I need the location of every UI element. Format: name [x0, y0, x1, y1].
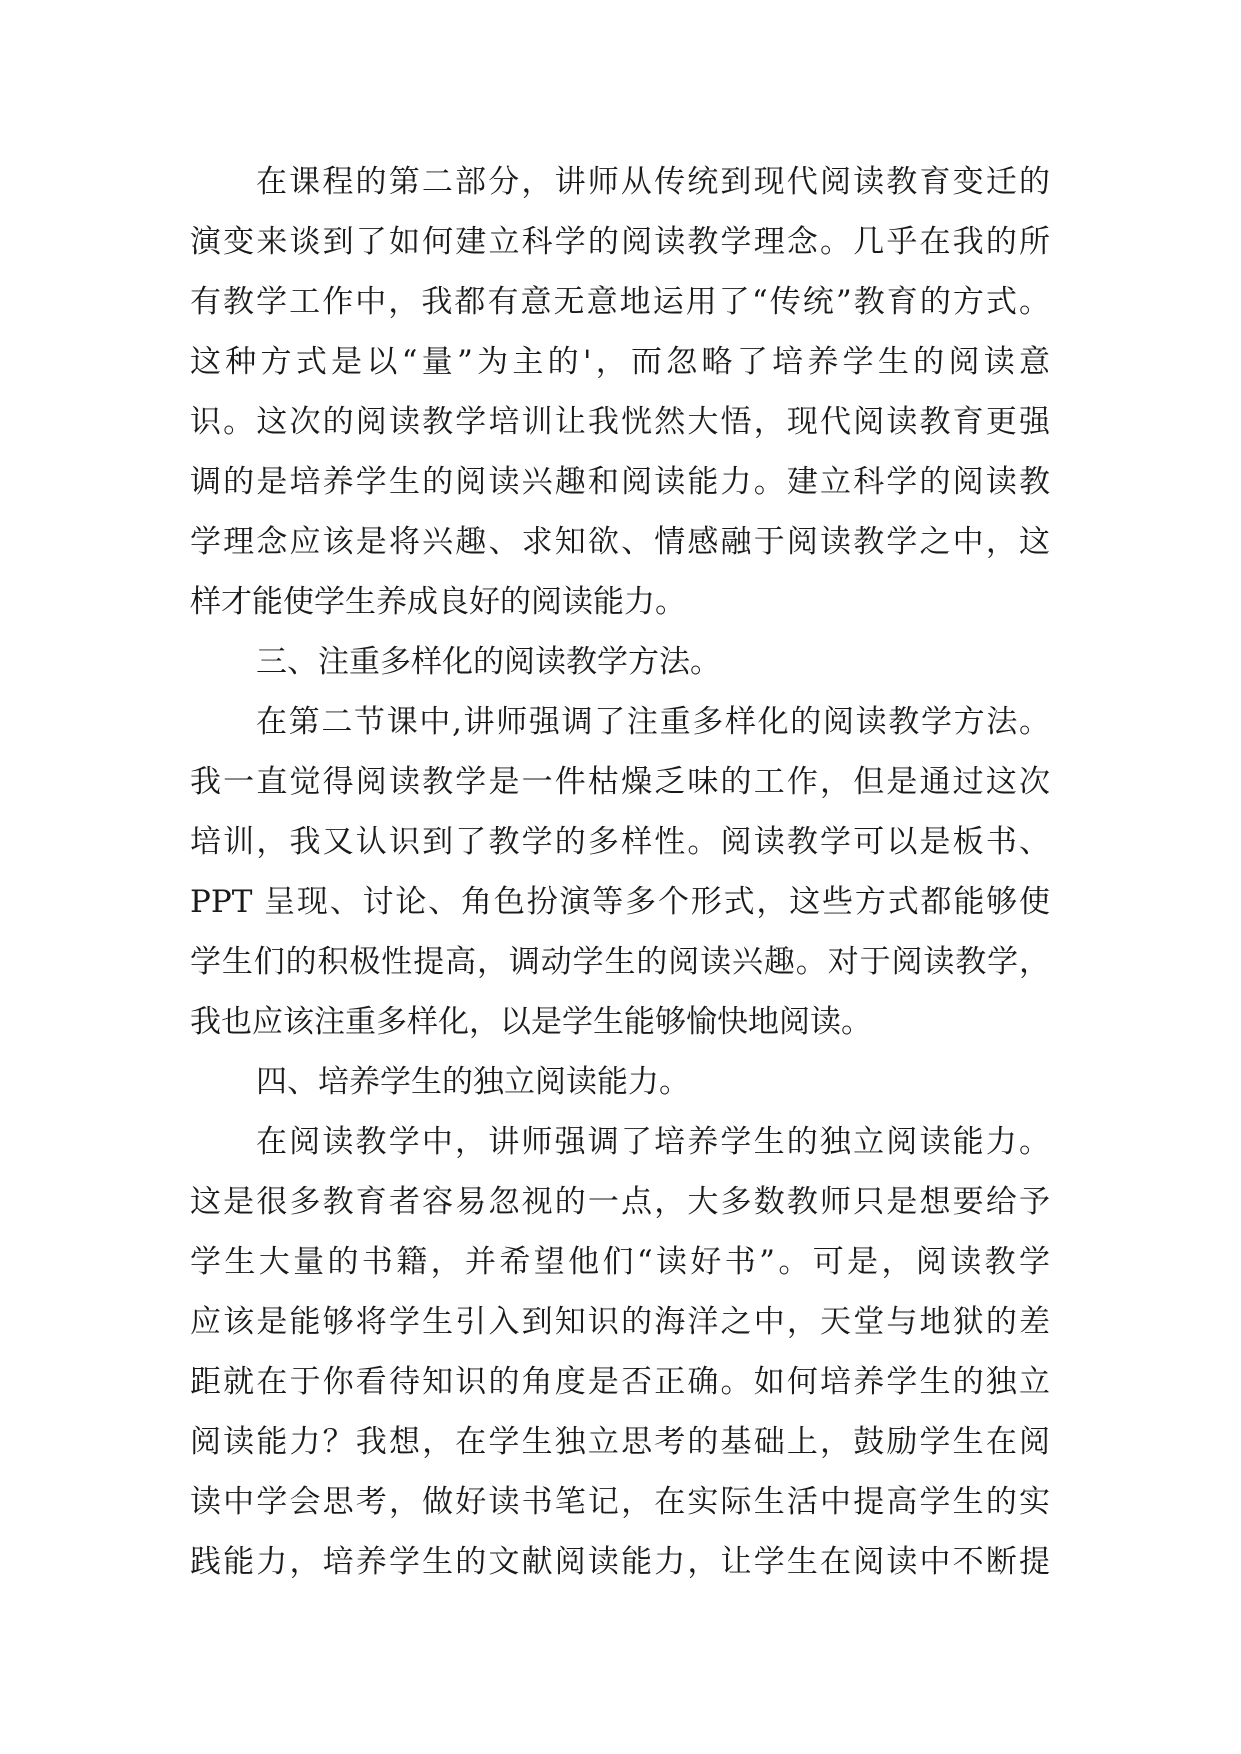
text-line: 读中学会思考，做好读书笔记，在实际生活中提高学生的实 — [190, 1484, 1050, 1520]
text-line: 培训，我又认识到了教学的多样性。阅读教学可以是板书、 — [190, 824, 1050, 860]
text-line: 我一直觉得阅读教学是一件枯燥乏味的工作，但是通过这次 — [190, 764, 1050, 800]
text-line: 应该是能够将学生引入到知识的海洋之中，天堂与地狱的差 — [190, 1304, 1050, 1340]
text-line: PPT 呈现、讨论、角色扮演等多个形式，这些方式都能够使 — [190, 884, 1050, 920]
text-line: 学理念应该是将兴趣、求知欲、情感融于阅读教学之中，这 — [190, 524, 1050, 560]
text-line: 在第二节课中,讲师强调了注重多样化的阅读教学方法。 — [256, 704, 1050, 740]
section-heading: 四、培养学生的独立阅读能力。 — [256, 1064, 690, 1100]
text-line: 在课程的第二部分，讲师从传统到现代阅读教育变迁的 — [256, 164, 1050, 200]
text-line: 学生大量的书籍，并希望他们“读好书”。可是，阅读教学 — [190, 1244, 1050, 1280]
text-line: 调的是培养学生的阅读兴趣和阅读能力。建立科学的阅读教 — [190, 464, 1050, 500]
text-line: 学生们的积极性提高，调动学生的阅读兴趣。对于阅读教学， — [190, 944, 1050, 980]
text-line: 在阅读教学中，讲师强调了培养学生的独立阅读能力。 — [256, 1124, 1050, 1160]
text-line: 识。这次的阅读教学培训让我恍然大悟，现代阅读教育更强 — [190, 404, 1050, 440]
text-line: 距就在于你看待知识的角度是否正确。如何培养学生的独立 — [190, 1364, 1050, 1400]
text-line: 这是很多教育者容易忽视的一点，大多数教师只是想要给予 — [190, 1184, 1050, 1220]
text-line: 演变来谈到了如何建立科学的阅读教学理念。几乎在我的所 — [190, 224, 1050, 260]
section-heading: 三、注重多样化的阅读教学方法。 — [256, 644, 721, 680]
text-line: 阅读能力？我想，在学生独立思考的基础上，鼓励学生在阅 — [190, 1424, 1050, 1460]
text-line: 我也应该注重多样化，以是学生能够愉快地阅读。 — [190, 1004, 872, 1040]
text-line: 有教学工作中，我都有意无意地运用了“传统”教育的方式。 — [190, 284, 1050, 320]
text-line: 这种方式是以“量”为主的'，而忽略了培养学生的阅读意 — [190, 344, 1050, 380]
text-line: 样才能使学生养成良好的阅读能力。 — [190, 584, 686, 620]
text-line: 践能力，培养学生的文献阅读能力，让学生在阅读中不断提 — [190, 1544, 1050, 1580]
